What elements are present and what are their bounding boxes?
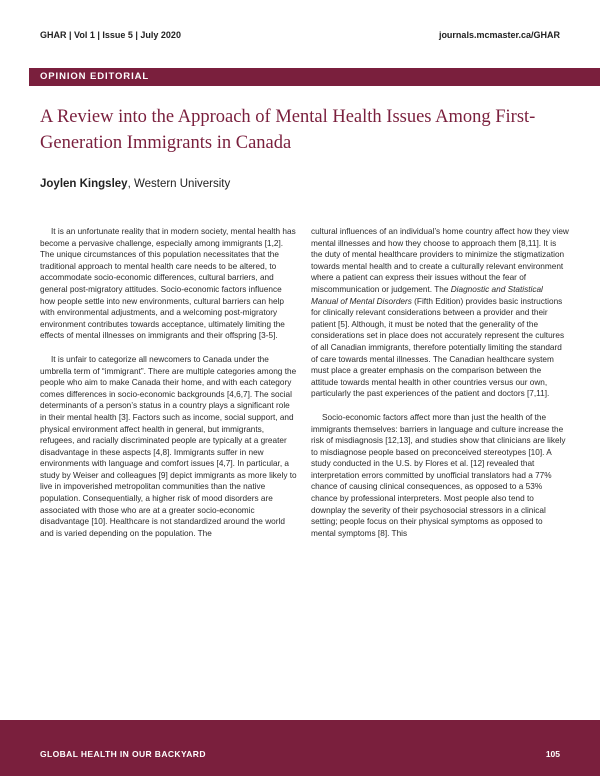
running-header [40, 30, 560, 44]
body-text: (Fifth Edition) provides basic instructions for clinically relevant considerations between a provider and their patient [5]. Although, it must be noted that the generality of the considerations set in place does not accurately represent the cultures of all Canadian immigrants, therefore potentially limiting the standard of care towards mental illnesses. The Canadian healthcare system must place a greater emphasis on the comparison between the attitude towards mental health in other countries versus our own, particularly the past experiences of the patient and doctors [7,11]. [311, 296, 565, 399]
section-label: OPINION EDITORIAL [40, 71, 150, 82]
article-title: A Review into the Approach of Mental Health Issues Among First-Generation Immigrants in Canada [40, 107, 536, 153]
body-paragraph [311, 226, 569, 400]
body-text: cultural influences of an individual’s home country affect how they view mental illnesses and how they choose to approach them [8,11]. It is the duty of mental healthcare providers to minimize the stigmatization towards mental health and to create a culturally relevant environment where a patient can express their issues without the fear of miscommunication or judgement. The [311, 227, 569, 294]
section-banner [29, 68, 600, 86]
right-column [311, 226, 569, 551]
footer-label: GLOBAL HEALTH IN OUR BACKYARD [40, 749, 206, 759]
author-line [40, 178, 230, 190]
manual-title: Diagnostic and Statistical Manual of Mental Disorders [311, 284, 543, 306]
author-name: Joylen Kingsley [40, 178, 128, 190]
body-paragraph: It is unfair to categorize all newcomers to Canada under the umbrella term of “immigrant”. There are multiple categories among the people who aim to make Canada their home, and with each category comes differences in socio-economic backgrounds [4,6,7]. The social determinants of a person’s status in a country plays a significant role in their mental health [3]. Factors such as income, social support, and physical environment affect health in general, but immigrants, refugees, and racially discriminated people are typically at a greater disadvantage in these aspects [4,8]. Immigrants suffer in new environments with language and comfort issues [4,7]. In particular, a study by Weiser and colleagues [9] depict immigrants as more likely to live in impoverished metropolitan communities than the native population. Consequentially, a higher risk of mood disorders are associated with those who are at a greater socio-economic disadvantage [10]. Healthcare is not standardized around the world and is varied depending on the population. The [40, 354, 297, 538]
left-column [40, 226, 298, 551]
footer-bar [0, 720, 600, 776]
body-paragraph: Socio-economic factors affect more than just the health of the immigrants themselves: barriers in language and culture increase the risk of misdiagnosis [12,13], and studies show that clinicians are likely to misdiagnose people based on preconceived stereotypes [10]. A study conducted in the U.S. by Flores et al. [12] revealed that interpretation errors committed by unofficial translators had a 77% chance of causing clinical consequences, as opposed to a 53% chance by professional interpreters. Most people also tend to downplay the severity of their psychosocial stressors in a clinical setting; people focus on their physical symptoms as opposed to mental symptoms [8]. This [311, 412, 566, 538]
body-paragraph: It is an unfortunate reality that in modern society, mental health has become a pervasive challenge, especially among immigrants [1,2]. The unique circumstances of this population necessitates that the traditional approach to mental health care needs to be altered, to accommodate socio-economic differences, cultural barriers, and general post-migratory attitudes. Socio-economic factors influence how people settle into new environments, cultural barriers can help with environmental adjustments, and a welcoming post-migratory environment contributes towards acceptance, ultimately limiting the effects of mental illnesses on immigrants and their offspring [3-5]. [40, 227, 296, 341]
author-affiliation: , Western University [127, 178, 231, 190]
journal-url[interactable]: journals.mcmaster.ca/GHAR [438, 30, 560, 40]
journal-info: GHAR | Vol 1 | Issue 5 | July 2020 [40, 30, 181, 40]
page-number: 105 [545, 749, 560, 759]
